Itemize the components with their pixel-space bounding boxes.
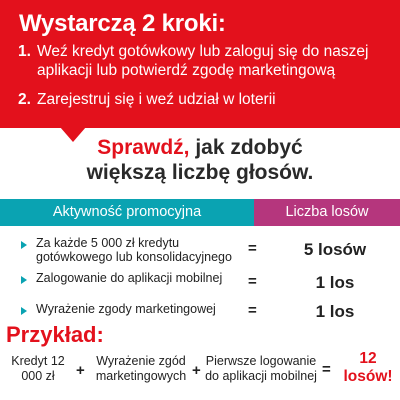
ticket-count: 1 los [315,302,355,321]
headline-highlight: Sprawdź, [97,136,190,159]
example-label: Przykład: [6,322,104,347]
step-text: Zarejestruj się i weź udział w loterii [37,91,276,108]
bullet-icon [21,241,27,249]
bullet-icon [21,307,27,315]
example-item-login: Pierwsze logowanie do aplikacji mobilnej [205,354,317,383]
step-number: 1. [18,43,31,60]
step-number: 2. [18,91,31,108]
step-text: Weź kredyt gotówkowy lub zaloguj się do naszej aplikacji lub potwierdź zgodę marketingową [37,43,369,79]
headline-line2: większą liczbę głosów. [86,161,314,184]
equals-sign: = [248,240,257,257]
example-item-credit: Kredyt 12 000 zł [11,354,65,383]
headline-line1: jak zdobyć [189,136,303,159]
ticket-count: 5 losów [303,240,367,259]
result-count: 12 [359,350,377,367]
column-header-tickets: Liczba losów [254,199,400,226]
activity-text: Za każde 5 000 zł kredytu gotówkowego lub konsolidacyjnego [36,236,232,264]
equals-sign: = [322,361,331,378]
equals-sign: = [248,273,257,290]
example-item-consent: Wyrażenie zgód marketingowych [95,354,187,383]
result-unit: losów! [343,368,393,385]
example-result [336,350,400,386]
steps-banner [0,0,400,128]
table-row [0,236,400,272]
plus-sign: + [76,362,85,379]
banner-title: Wystarczą 2 kroki: [19,10,226,37]
headline [0,135,400,185]
ticket-count: 1 los [315,273,355,292]
column-header-activity: Aktywność promocyjna [0,199,254,226]
activity-text: Wyrażenie zgody marketingowej [36,302,216,316]
equals-sign: = [248,302,257,319]
bullet-icon [21,276,27,284]
activity-text: Zalogowanie do aplikacji mobilnej [36,271,223,285]
plus-sign: + [192,362,201,379]
